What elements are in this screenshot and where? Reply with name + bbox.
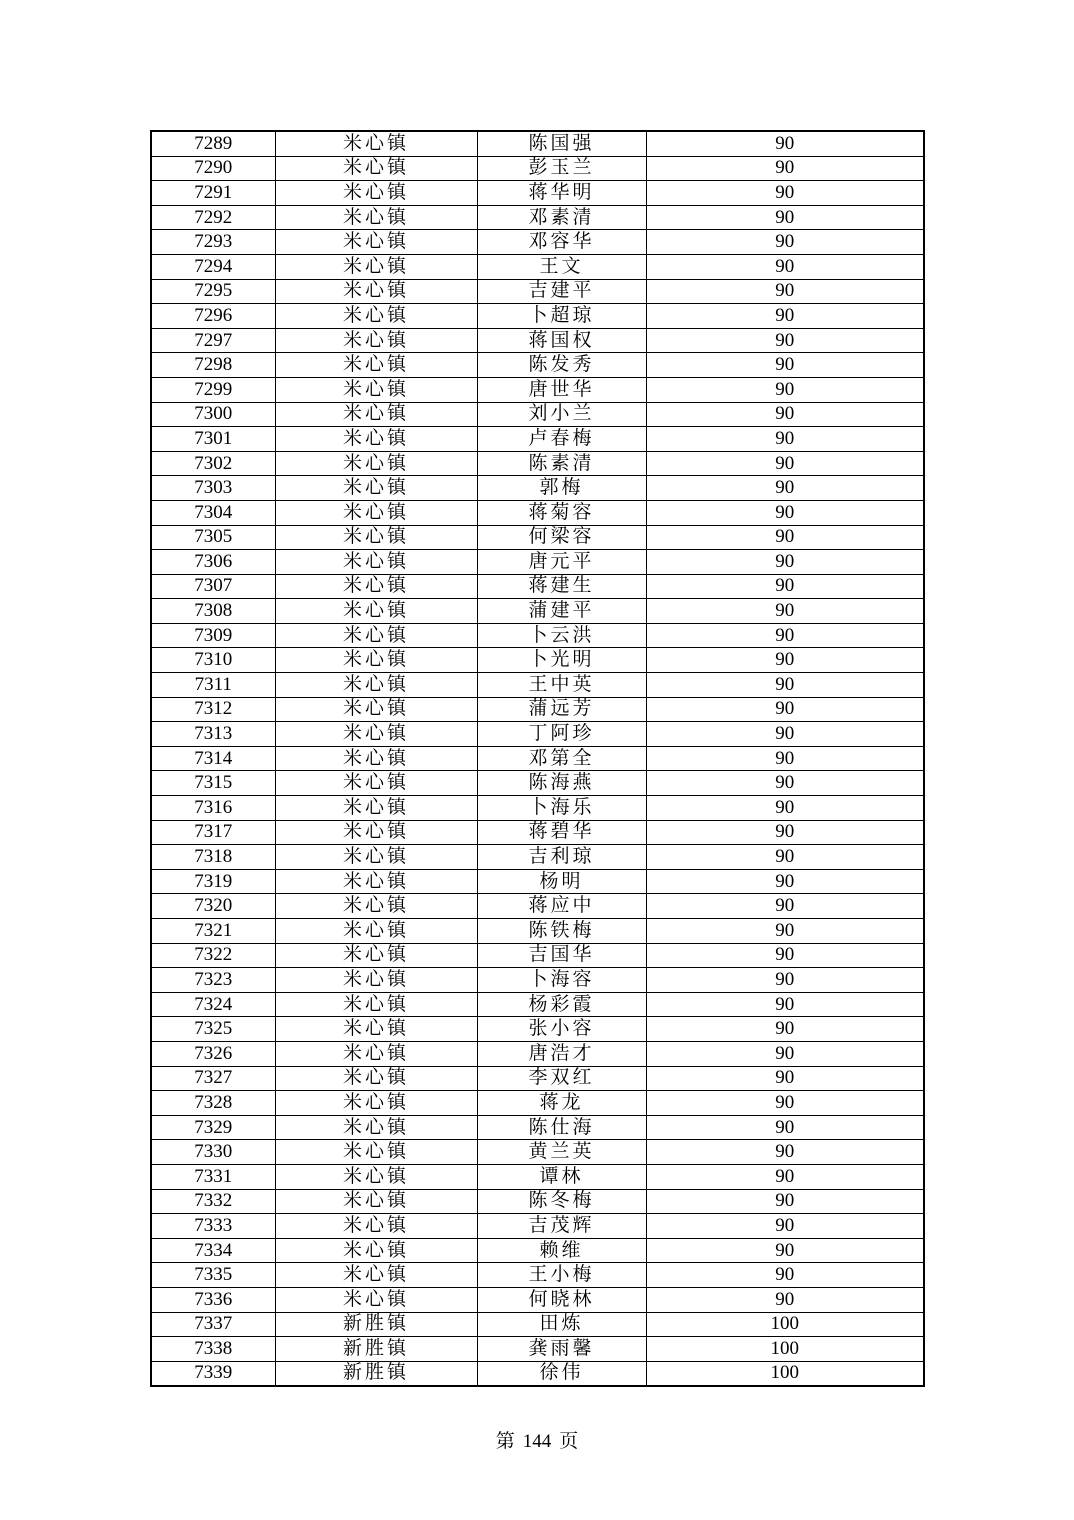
amount-cell: 90 [646, 771, 924, 796]
row-number-cell: 7339 [151, 1361, 275, 1386]
name-cell: 吉国华 [477, 943, 646, 968]
amount-cell: 90 [646, 279, 924, 304]
row-number-cell: 7296 [151, 304, 275, 329]
amount-cell: 90 [646, 1164, 924, 1189]
town-cell: 米心镇 [275, 1115, 477, 1140]
amount-cell: 90 [646, 746, 924, 771]
town-cell: 新胜镇 [275, 1337, 477, 1362]
row-number-cell: 7324 [151, 992, 275, 1017]
row-number-cell: 7306 [151, 550, 275, 575]
amount-cell: 90 [646, 845, 924, 870]
town-cell: 米心镇 [275, 820, 477, 845]
row-number-cell: 7303 [151, 476, 275, 501]
table-row [151, 869, 924, 894]
name-cell: 蒋国权 [477, 328, 646, 353]
name-cell: 蒋碧华 [477, 820, 646, 845]
amount-cell: 90 [646, 1238, 924, 1263]
table-row [151, 894, 924, 919]
town-cell: 米心镇 [275, 476, 477, 501]
name-cell: 卜海容 [477, 968, 646, 993]
page-footer [0, 1431, 1074, 1453]
town-cell: 米心镇 [275, 402, 477, 427]
town-cell: 米心镇 [275, 230, 477, 255]
row-number-cell: 7312 [151, 697, 275, 722]
town-cell: 新胜镇 [275, 1361, 477, 1386]
name-cell: 吉建平 [477, 279, 646, 304]
name-cell: 何晓林 [477, 1287, 646, 1312]
table-row [151, 427, 924, 452]
name-cell: 徐伟 [477, 1361, 646, 1386]
amount-cell: 90 [646, 648, 924, 673]
table-row [151, 476, 924, 501]
amount-cell: 90 [646, 427, 924, 452]
town-cell: 米心镇 [275, 1091, 477, 1116]
row-number-cell: 7325 [151, 1017, 275, 1042]
table-row [151, 1189, 924, 1214]
amount-cell: 90 [646, 476, 924, 501]
town-cell: 米心镇 [275, 796, 477, 821]
table-row [151, 845, 924, 870]
table-row [151, 156, 924, 181]
town-cell: 米心镇 [275, 451, 477, 476]
table-row [151, 1287, 924, 1312]
amount-cell: 100 [646, 1312, 924, 1337]
amount-cell: 90 [646, 697, 924, 722]
table-row [151, 181, 924, 206]
table-row [151, 131, 924, 156]
footer-prefix: 第 [495, 1431, 515, 1452]
town-cell: 米心镇 [275, 377, 477, 402]
table-row [151, 992, 924, 1017]
name-cell: 刘小兰 [477, 402, 646, 427]
name-cell: 吉茂辉 [477, 1214, 646, 1239]
name-cell: 邓第全 [477, 746, 646, 771]
amount-cell: 90 [646, 353, 924, 378]
row-number-cell: 7318 [151, 845, 275, 870]
row-number-cell: 7321 [151, 919, 275, 944]
name-cell: 李双红 [477, 1066, 646, 1091]
row-number-cell: 7289 [151, 131, 275, 156]
amount-cell: 90 [646, 156, 924, 181]
town-cell: 米心镇 [275, 353, 477, 378]
town-cell: 米心镇 [275, 771, 477, 796]
row-number-cell: 7334 [151, 1238, 275, 1263]
row-number-cell: 7308 [151, 599, 275, 624]
name-cell: 杨明 [477, 869, 646, 894]
name-cell: 郭梅 [477, 476, 646, 501]
row-number-cell: 7297 [151, 328, 275, 353]
town-cell: 米心镇 [275, 574, 477, 599]
town-cell: 米心镇 [275, 205, 477, 230]
town-cell: 米心镇 [275, 599, 477, 624]
row-number-cell: 7294 [151, 254, 275, 279]
row-number-cell: 7311 [151, 673, 275, 698]
row-number-cell: 7326 [151, 1041, 275, 1066]
row-number-cell: 7329 [151, 1115, 275, 1140]
town-cell: 米心镇 [275, 1041, 477, 1066]
row-number-cell: 7305 [151, 525, 275, 550]
table-row [151, 623, 924, 648]
amount-cell: 90 [646, 402, 924, 427]
name-cell: 蒋应中 [477, 894, 646, 919]
name-cell: 蒋华明 [477, 181, 646, 206]
amount-cell: 90 [646, 623, 924, 648]
name-cell: 邓容华 [477, 230, 646, 255]
table-row [151, 919, 924, 944]
row-number-cell: 7314 [151, 746, 275, 771]
amount-cell: 90 [646, 1189, 924, 1214]
name-cell: 陈海燕 [477, 771, 646, 796]
name-cell: 张小容 [477, 1017, 646, 1042]
table-row [151, 943, 924, 968]
amount-cell: 90 [646, 1287, 924, 1312]
amount-cell: 90 [646, 1140, 924, 1165]
name-cell: 田炼 [477, 1312, 646, 1337]
name-cell: 王中英 [477, 673, 646, 698]
town-cell: 米心镇 [275, 279, 477, 304]
name-cell: 卜光明 [477, 648, 646, 673]
town-cell: 米心镇 [275, 746, 477, 771]
name-cell: 蒋龙 [477, 1091, 646, 1116]
table-row [151, 1115, 924, 1140]
row-number-cell: 7337 [151, 1312, 275, 1337]
amount-cell: 90 [646, 894, 924, 919]
row-number-cell: 7331 [151, 1164, 275, 1189]
amount-cell: 90 [646, 992, 924, 1017]
row-number-cell: 7309 [151, 623, 275, 648]
amount-cell: 90 [646, 328, 924, 353]
table-row [151, 1214, 924, 1239]
town-cell: 米心镇 [275, 181, 477, 206]
town-cell: 米心镇 [275, 968, 477, 993]
amount-cell: 90 [646, 1066, 924, 1091]
amount-cell: 90 [646, 550, 924, 575]
name-cell: 唐元平 [477, 550, 646, 575]
name-cell: 邓素清 [477, 205, 646, 230]
town-cell: 米心镇 [275, 427, 477, 452]
table-row [151, 796, 924, 821]
table-row [151, 550, 924, 575]
town-cell: 米心镇 [275, 648, 477, 673]
town-cell: 米心镇 [275, 894, 477, 919]
town-cell: 米心镇 [275, 919, 477, 944]
amount-cell: 90 [646, 869, 924, 894]
town-cell: 米心镇 [275, 845, 477, 870]
amount-cell: 90 [646, 1115, 924, 1140]
table-row [151, 1164, 924, 1189]
amount-cell: 90 [646, 181, 924, 206]
row-number-cell: 7317 [151, 820, 275, 845]
town-cell: 米心镇 [275, 1214, 477, 1239]
table-row [151, 673, 924, 698]
name-cell: 彭玉兰 [477, 156, 646, 181]
name-cell: 谭林 [477, 1164, 646, 1189]
table-row [151, 353, 924, 378]
amount-cell: 100 [646, 1337, 924, 1362]
town-cell: 米心镇 [275, 1189, 477, 1214]
name-cell: 卜超琼 [477, 304, 646, 329]
town-cell: 米心镇 [275, 131, 477, 156]
name-cell: 蒲建平 [477, 599, 646, 624]
row-number-cell: 7313 [151, 722, 275, 747]
table-row [151, 820, 924, 845]
footer-suffix: 页 [559, 1431, 579, 1452]
name-cell: 蒋建生 [477, 574, 646, 599]
amount-cell: 90 [646, 1263, 924, 1288]
table-row [151, 451, 924, 476]
name-cell: 蒋菊容 [477, 500, 646, 525]
amount-cell: 90 [646, 254, 924, 279]
row-number-cell: 7322 [151, 943, 275, 968]
row-number-cell: 7299 [151, 377, 275, 402]
town-cell: 米心镇 [275, 673, 477, 698]
table-row [151, 1091, 924, 1116]
table-row [151, 279, 924, 304]
row-number-cell: 7333 [151, 1214, 275, 1239]
row-number-cell: 7336 [151, 1287, 275, 1312]
table-row [151, 574, 924, 599]
town-cell: 米心镇 [275, 1066, 477, 1091]
name-cell: 卜海乐 [477, 796, 646, 821]
town-cell: 米心镇 [275, 1017, 477, 1042]
table-row [151, 1017, 924, 1042]
row-number-cell: 7332 [151, 1189, 275, 1214]
amount-cell: 90 [646, 722, 924, 747]
row-number-cell: 7310 [151, 648, 275, 673]
row-number-cell: 7335 [151, 1263, 275, 1288]
amount-cell: 90 [646, 919, 924, 944]
name-cell: 卜云洪 [477, 623, 646, 648]
roster-table-body [151, 131, 924, 1386]
name-cell: 王小梅 [477, 1263, 646, 1288]
table-row [151, 1263, 924, 1288]
town-cell: 米心镇 [275, 328, 477, 353]
amount-cell: 90 [646, 574, 924, 599]
name-cell: 陈冬梅 [477, 1189, 646, 1214]
amount-cell: 90 [646, 131, 924, 156]
row-number-cell: 7304 [151, 500, 275, 525]
table-row [151, 746, 924, 771]
name-cell: 王文 [477, 254, 646, 279]
amount-cell: 90 [646, 451, 924, 476]
table-row [151, 648, 924, 673]
town-cell: 米心镇 [275, 697, 477, 722]
town-cell: 新胜镇 [275, 1312, 477, 1337]
amount-cell: 90 [646, 820, 924, 845]
town-cell: 米心镇 [275, 1140, 477, 1165]
amount-cell: 90 [646, 230, 924, 255]
table-row [151, 230, 924, 255]
name-cell: 陈国强 [477, 131, 646, 156]
amount-cell: 90 [646, 673, 924, 698]
table-row [151, 1361, 924, 1386]
town-cell: 米心镇 [275, 254, 477, 279]
table-row [151, 599, 924, 624]
table-row [151, 377, 924, 402]
amount-cell: 90 [646, 1017, 924, 1042]
town-cell: 米心镇 [275, 1164, 477, 1189]
row-number-cell: 7319 [151, 869, 275, 894]
table-row [151, 402, 924, 427]
amount-cell: 90 [646, 1214, 924, 1239]
row-number-cell: 7320 [151, 894, 275, 919]
town-cell: 米心镇 [275, 500, 477, 525]
name-cell: 陈素清 [477, 451, 646, 476]
row-number-cell: 7330 [151, 1140, 275, 1165]
name-cell: 龚雨馨 [477, 1337, 646, 1362]
row-number-cell: 7327 [151, 1066, 275, 1091]
row-number-cell: 7292 [151, 205, 275, 230]
table-row [151, 968, 924, 993]
table-row [151, 254, 924, 279]
row-number-cell: 7300 [151, 402, 275, 427]
amount-cell: 90 [646, 304, 924, 329]
town-cell: 米心镇 [275, 1287, 477, 1312]
amount-cell: 90 [646, 796, 924, 821]
row-number-cell: 7338 [151, 1337, 275, 1362]
amount-cell: 90 [646, 500, 924, 525]
amount-cell: 90 [646, 968, 924, 993]
name-cell: 赖维 [477, 1238, 646, 1263]
name-cell: 陈铁梅 [477, 919, 646, 944]
name-cell: 吉利琼 [477, 845, 646, 870]
table-row [151, 205, 924, 230]
table-row [151, 1238, 924, 1263]
name-cell: 唐浩才 [477, 1041, 646, 1066]
row-number-cell: 7293 [151, 230, 275, 255]
row-number-cell: 7328 [151, 1091, 275, 1116]
table-row [151, 1312, 924, 1337]
name-cell: 陈仕海 [477, 1115, 646, 1140]
name-cell: 丁阿珍 [477, 722, 646, 747]
row-number-cell: 7301 [151, 427, 275, 452]
name-cell: 何梁容 [477, 525, 646, 550]
row-number-cell: 7307 [151, 574, 275, 599]
table-row [151, 500, 924, 525]
table-row [151, 1041, 924, 1066]
amount-cell: 90 [646, 599, 924, 624]
name-cell: 黄兰英 [477, 1140, 646, 1165]
table-row [151, 1140, 924, 1165]
name-cell: 唐世华 [477, 377, 646, 402]
row-number-cell: 7323 [151, 968, 275, 993]
amount-cell: 90 [646, 205, 924, 230]
row-number-cell: 7298 [151, 353, 275, 378]
name-cell: 蒲远芳 [477, 697, 646, 722]
row-number-cell: 7302 [151, 451, 275, 476]
town-cell: 米心镇 [275, 943, 477, 968]
town-cell: 米心镇 [275, 156, 477, 181]
table-row [151, 722, 924, 747]
row-number-cell: 7316 [151, 796, 275, 821]
amount-cell: 100 [646, 1361, 924, 1386]
town-cell: 米心镇 [275, 550, 477, 575]
town-cell: 米心镇 [275, 1238, 477, 1263]
town-cell: 米心镇 [275, 1263, 477, 1288]
row-number-cell: 7291 [151, 181, 275, 206]
row-number-cell: 7295 [151, 279, 275, 304]
town-cell: 米心镇 [275, 623, 477, 648]
town-cell: 米心镇 [275, 992, 477, 1017]
table-row [151, 525, 924, 550]
table-row [151, 304, 924, 329]
amount-cell: 90 [646, 377, 924, 402]
page-number: 144 [522, 1431, 552, 1452]
name-cell: 杨彩霞 [477, 992, 646, 1017]
row-number-cell: 7290 [151, 156, 275, 181]
town-cell: 米心镇 [275, 722, 477, 747]
amount-cell: 90 [646, 525, 924, 550]
amount-cell: 90 [646, 1041, 924, 1066]
amount-cell: 90 [646, 943, 924, 968]
table-row [151, 771, 924, 796]
town-cell: 米心镇 [275, 304, 477, 329]
table-row [151, 328, 924, 353]
table-row [151, 1337, 924, 1362]
name-cell: 陈发秀 [477, 353, 646, 378]
table-row [151, 697, 924, 722]
town-cell: 米心镇 [275, 869, 477, 894]
town-cell: 米心镇 [275, 525, 477, 550]
amount-cell: 90 [646, 1091, 924, 1116]
table-row [151, 1066, 924, 1091]
name-cell: 卢春梅 [477, 427, 646, 452]
row-number-cell: 7315 [151, 771, 275, 796]
roster-table [150, 130, 925, 1387]
